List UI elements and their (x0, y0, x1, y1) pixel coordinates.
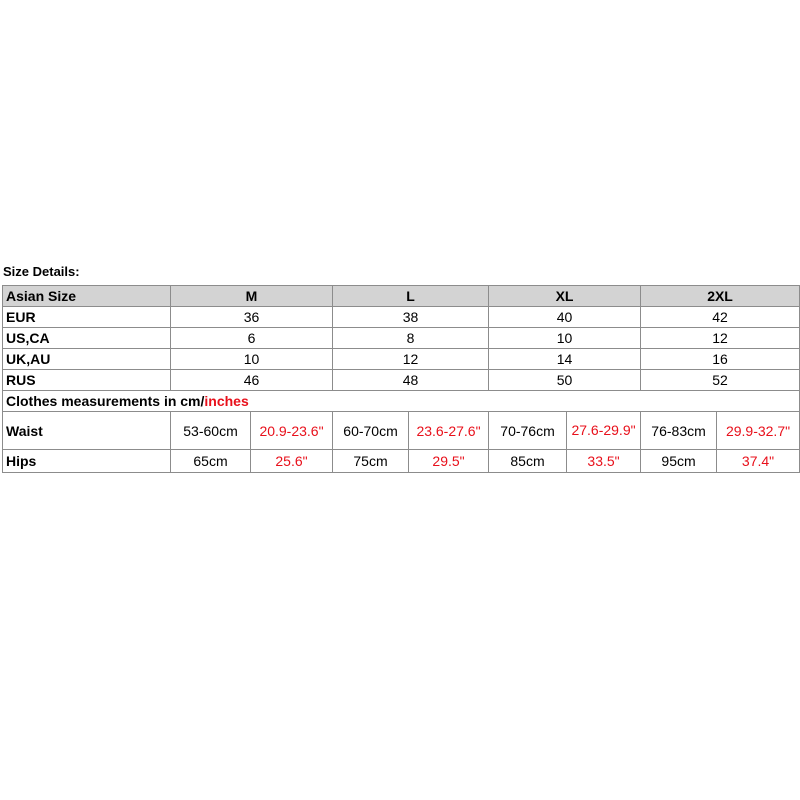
table-cell: 8 (333, 328, 489, 349)
size-header-cell: XL (489, 286, 641, 307)
section-heading-cell (3, 391, 800, 412)
size-chart-table (2, 285, 800, 473)
cm-cell: 95cm (641, 450, 717, 473)
inches-cell: 29.9-32.7" (717, 412, 800, 450)
table-cell: 14 (489, 349, 641, 370)
table-row (3, 328, 800, 349)
size-header-cell: L (333, 286, 489, 307)
table-cell: 46 (171, 370, 333, 391)
inches-cell: 33.5" (567, 450, 641, 473)
row-label-cell: UK,AU (3, 349, 171, 370)
table-cell: 50 (489, 370, 641, 391)
cm-cell: 53-60cm (171, 412, 251, 450)
inches-cell: 37.4" (717, 450, 800, 473)
table-row (3, 450, 800, 473)
table-cell: 42 (641, 307, 800, 328)
row-label-cell: Hips (3, 450, 171, 473)
cm-cell: 65cm (171, 450, 251, 473)
row-label-cell: EUR (3, 307, 171, 328)
table-header-row (3, 286, 800, 307)
inches-cell: 20.9-23.6" (251, 412, 333, 450)
row-label-cell: RUS (3, 370, 171, 391)
table-cell: 12 (333, 349, 489, 370)
cm-cell: 76-83cm (641, 412, 717, 450)
header-label-cell: Asian Size (3, 286, 171, 307)
size-header-cell: M (171, 286, 333, 307)
cm-cell: 75cm (333, 450, 409, 473)
inches-cell: 25.6" (251, 450, 333, 473)
section-heading-row (3, 391, 800, 412)
table-cell: 52 (641, 370, 800, 391)
table-cell: 10 (171, 349, 333, 370)
cm-cell: 85cm (489, 450, 567, 473)
inches-cell: 29.5" (409, 450, 489, 473)
table-cell: 10 (489, 328, 641, 349)
row-label-cell: US,CA (3, 328, 171, 349)
table-row (3, 307, 800, 328)
inches-cell: 23.6-27.6" (409, 412, 489, 450)
table-cell: 16 (641, 349, 800, 370)
table-row (3, 370, 800, 391)
table-cell: 6 (171, 328, 333, 349)
table-cell: 36 (171, 307, 333, 328)
cm-cell: 70-76cm (489, 412, 567, 450)
table-cell: 12 (641, 328, 800, 349)
table-cell: 40 (489, 307, 641, 328)
table-row (3, 412, 800, 450)
section-heading-highlight: inches (204, 393, 249, 409)
size-header-cell: 2XL (641, 286, 800, 307)
table-cell: 48 (333, 370, 489, 391)
page-title: Size Details: (3, 264, 80, 279)
inches-cell: 27.6-29.9" (567, 412, 641, 450)
cm-cell: 60-70cm (333, 412, 409, 450)
table-cell: 38 (333, 307, 489, 328)
row-label-cell: Waist (3, 412, 171, 450)
table-row (3, 349, 800, 370)
section-heading-text: Clothes measurements in cm/ (6, 393, 205, 409)
